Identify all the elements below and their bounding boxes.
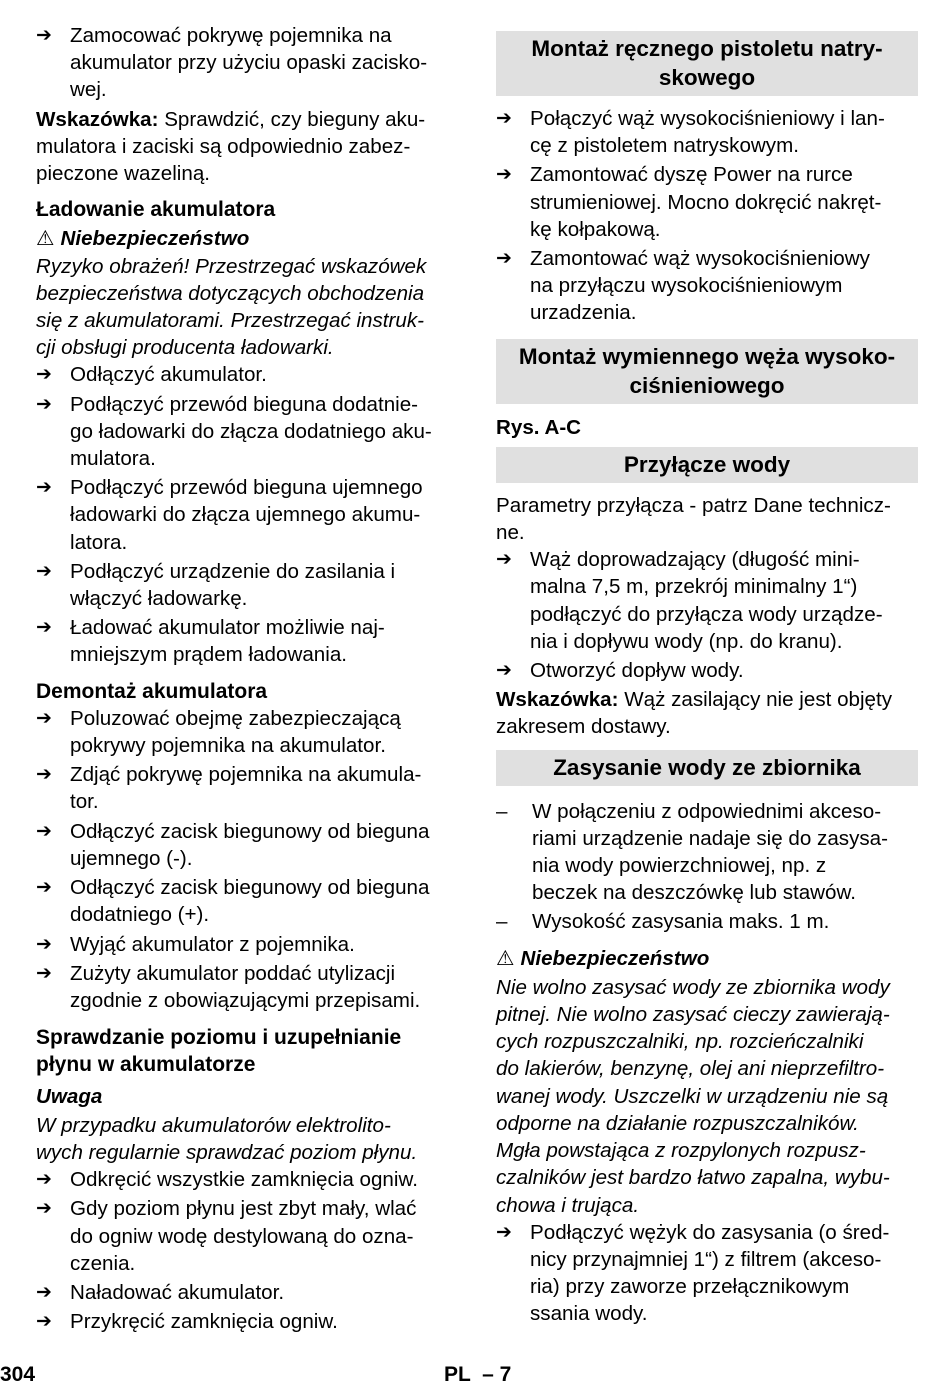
arrow-icon: ➔ xyxy=(36,24,52,46)
text-line: Montaż wymiennego węża wysoko- xyxy=(518,343,896,369)
text-line: W przypadku akumulatorów elektrolito- xyxy=(36,1113,391,1137)
text-line: latora. xyxy=(70,530,128,554)
arrow-icon: ➔ xyxy=(36,363,52,386)
dash-mark: – xyxy=(496,799,508,823)
dash-item-height xyxy=(496,908,918,935)
text-line: odporne na działanie rozpuszczalników. xyxy=(496,1111,859,1135)
text-line: Zamontować wąż wysokociśnieniowy xyxy=(530,247,870,271)
arrow-icon: ➔ xyxy=(496,247,512,270)
page-number: 304 xyxy=(0,1363,36,1386)
text-line: Nie wolno zasysać wody ze zbiornika wody xyxy=(496,975,890,999)
caution-label: Uwaga xyxy=(36,1084,103,1108)
text-line: W połączeniu z odpowiednimi akceso- xyxy=(532,799,882,823)
text-line: wej. xyxy=(70,78,107,102)
text-line: Zamocować pokrywę pojemnika na xyxy=(70,24,392,47)
text-line: Gdy poziom płynu jest zbyt mały, wlać xyxy=(70,1197,417,1221)
step-mount-hose xyxy=(496,245,918,327)
text-line: Mgła powstająca z rozpylonych rozpusz- xyxy=(496,1139,866,1163)
text-line: Wyjąć akumulator z pojemnika. xyxy=(70,932,355,956)
heading-fluid-level xyxy=(36,1024,456,1078)
text-line: Przykręcić zamknięcia ogniw. xyxy=(70,1310,338,1334)
text-line: riami urządzenie nadaje się do zasysa- xyxy=(532,826,888,850)
text-line: Odłączyć zacisk biegunowy od bieguna xyxy=(70,876,430,900)
arrow-icon: ➔ xyxy=(36,932,52,955)
step-open-water xyxy=(496,657,918,684)
text-line: ciśnieniowego xyxy=(629,372,785,398)
arrow-icon: ➔ xyxy=(496,548,512,571)
arrow-icon: ➔ xyxy=(36,1280,52,1303)
danger-heading xyxy=(496,945,918,972)
text-line: Wąż doprowadzający (długość mini- xyxy=(530,548,860,572)
text-line: Sprawdzanie poziomu i uzupełnianie xyxy=(36,1026,402,1050)
step-loosen xyxy=(36,705,456,759)
warning-triangle-icon: ⚠ xyxy=(496,945,515,970)
text-line: wych regularnie sprawdzać poziom płynu. xyxy=(36,1140,418,1164)
text-line: Poluzować obejmę zabezpieczającą xyxy=(70,706,401,730)
text-line: Podłączyć urządzenie do zasilania i xyxy=(70,559,396,583)
text-line: Połączyć wąż wysokociśnieniowy i lan- xyxy=(530,107,885,130)
text-line: mulatora. xyxy=(70,447,156,471)
text-line: zakresem dostawy. xyxy=(496,715,671,739)
danger-text xyxy=(496,974,918,1219)
step-dispose xyxy=(36,960,456,1014)
text-line: Odłączyć akumulator. xyxy=(70,363,267,387)
text-line: Naładować akumulator. xyxy=(70,1280,285,1304)
arrow-icon: ➔ xyxy=(36,706,52,729)
text-line: Montaż ręcznego pistoletu natry- xyxy=(531,36,883,61)
text-line: strumieniowej. Mocno dokręcić nakręt- xyxy=(530,190,882,214)
heading-hose-replacement xyxy=(496,339,918,404)
text-line: kę kołpakową. xyxy=(530,217,661,241)
text-line: urzadzenia. xyxy=(530,301,637,325)
danger-text xyxy=(36,253,456,362)
heading-charging: Ładowanie akumulatora xyxy=(36,198,276,222)
danger-label: Niebezpieczeństwo xyxy=(60,227,250,251)
arrow-icon: ➔ xyxy=(36,1168,52,1191)
text-line: ne. xyxy=(496,521,525,545)
text-line: mniejszym prądem ładowania. xyxy=(70,643,347,667)
text-line: ujemnego (-). xyxy=(70,846,193,870)
heading-suction: Zasysanie wody ze zbiornika xyxy=(496,750,918,786)
arrow-icon: ➔ xyxy=(496,1220,512,1243)
step-negative-clamp xyxy=(36,818,456,872)
warning-triangle-icon: ⚠ xyxy=(36,226,55,251)
dash-item-accessories xyxy=(496,798,918,907)
step-take-out xyxy=(36,931,456,958)
text-line: podłączyć do przyłącza wody urządze- xyxy=(530,602,883,626)
arrow-icon: ➔ xyxy=(36,392,52,415)
step-unscrew xyxy=(36,1166,456,1193)
note-supply-hose xyxy=(496,686,918,740)
text-line: czenia. xyxy=(70,1251,136,1275)
text-line: na przyłączu wysokociśnieniowym xyxy=(530,274,843,298)
heading-water-connection: Przyłącze wody xyxy=(496,447,918,483)
arrow-icon: ➔ xyxy=(36,961,52,984)
step-mount-nozzle xyxy=(496,161,918,243)
text-line: Odłączyć zacisk biegunowy od bieguna xyxy=(70,819,430,843)
step-remove-cover xyxy=(36,761,456,815)
text-line: Zamontować dyszę Power na rurce xyxy=(530,163,853,187)
arrow-icon: ➔ xyxy=(36,1310,52,1333)
right-column xyxy=(496,31,918,1328)
figure-reference: Rys. A-C xyxy=(496,415,582,439)
arrow-icon: ➔ xyxy=(36,559,52,582)
text-line: dodatniego (+). xyxy=(70,903,210,927)
text-line: Ryzyko obrażeń! Przestrzegać wskazówek xyxy=(36,254,427,278)
text-line: nia i dopływu wody (np. do kranu). xyxy=(530,629,843,653)
text-line: Wąż zasilający nie jest objęty xyxy=(618,688,893,712)
text-line: go ładowarki do złącza dodatniego aku- xyxy=(70,419,432,443)
note-label: Wskazówka: xyxy=(496,688,619,712)
text-line: bezpieczeństwa dotyczących obchodzenia xyxy=(36,281,425,305)
text-line: Parametry przyłącza - patrz Dane technicz- xyxy=(496,493,891,517)
text-line: się z akumulatorami. Przestrzegać instruk- xyxy=(36,309,424,333)
text-line: cych rozpuszczalniki, np. rozcieńczalniki xyxy=(496,1030,864,1054)
text-line: Podłączyć wężyk do zasysania (o śred- xyxy=(530,1220,890,1244)
step-negative-lead xyxy=(36,474,456,556)
step-positive-clamp xyxy=(36,874,456,928)
arrow-icon: ➔ xyxy=(36,876,52,899)
text-line: pokrywy pojemnika na akumulator. xyxy=(70,734,386,758)
arrow-icon: ➔ xyxy=(36,616,52,639)
step-screw-caps xyxy=(36,1308,456,1335)
text-line: malna 7,5 m, przekrój minimalny 1“) xyxy=(530,575,858,599)
text-line: akumulator przy użyciu opaski zacisko- xyxy=(70,51,428,75)
text-line: ssania wody. xyxy=(530,1302,648,1326)
text-line: Podłączyć przewód bieguna ujemnego xyxy=(70,476,423,500)
danger-label: Niebezpieczeństwo xyxy=(520,946,710,970)
arrow-icon: ➔ xyxy=(496,659,512,682)
note-label: Wskazówka: xyxy=(36,107,159,131)
arrow-icon: ➔ xyxy=(36,763,52,786)
text-line: Podłączyć przewód bieguna dodatnie- xyxy=(70,392,419,416)
note-terminals xyxy=(36,106,456,188)
step-positive-lead xyxy=(36,391,456,473)
text-line: mulatora i zaciski są odpowiednio zabez- xyxy=(36,134,411,158)
text-line: nia wody powierzchniowej, np. z xyxy=(532,854,827,878)
arrow-icon: ➔ xyxy=(36,476,52,499)
step-disconnect xyxy=(36,361,456,388)
left-column xyxy=(36,22,456,1335)
text-line: pieczone wazeliną. xyxy=(36,162,211,186)
text-line: wanej wody. Uszczelki w urządzeniu nie są xyxy=(496,1084,889,1108)
step-charge xyxy=(36,614,456,668)
heading-spray-gun xyxy=(496,31,918,96)
step-power-on xyxy=(36,558,456,612)
water-params xyxy=(496,492,918,546)
step-connect-lance xyxy=(496,105,918,159)
dash-mark: – xyxy=(496,910,508,934)
text-line: Wysokość zasysania maks. 1 m. xyxy=(532,910,830,934)
text-line: tor. xyxy=(70,790,99,814)
arrow-icon: ➔ xyxy=(36,819,52,842)
step-suction-hose xyxy=(496,1219,918,1328)
text-line: skowego xyxy=(658,65,756,90)
text-line: czalników jest bardzo łatwo zapalna, wybu- xyxy=(496,1166,890,1190)
text-line: cji obsługi producenta ładowarki. xyxy=(36,336,334,360)
arrow-icon: ➔ xyxy=(496,107,512,129)
text-line: ładowarki do złącza ujemnego akumu- xyxy=(70,503,421,527)
heading-removal: Demontaż akumulatora xyxy=(36,679,268,703)
text-line: płynu w akumulatorze xyxy=(36,1053,256,1077)
text-line: Ładować akumulator możliwie naj- xyxy=(70,616,385,640)
step-recharge xyxy=(36,1279,456,1306)
text-line: beczek na deszczówkę lub stawów. xyxy=(532,881,856,905)
danger-heading xyxy=(36,225,456,252)
step-refill xyxy=(36,1195,456,1277)
text-line: chowa i trująca. xyxy=(496,1193,640,1217)
text-line: Otworzyć dopływ wody. xyxy=(530,659,744,683)
language-page-label: PL – 7 xyxy=(444,1363,512,1386)
text-line: pitnej. Nie wolno zasysać cieczy zawierają- xyxy=(496,1003,890,1027)
text-line: Odkręcić wszystkie zamknięcia ogniw. xyxy=(70,1168,418,1192)
text-line: Zużyty akumulator poddać utylizacji xyxy=(70,961,396,985)
caution-text xyxy=(36,1112,456,1166)
text-line: włączyć ładowarkę. xyxy=(70,587,248,611)
step-supply-hose xyxy=(496,546,918,655)
text-line: do ogniw wodę destylowaną do ozna- xyxy=(70,1224,414,1248)
text-line: Sprawdzić, czy bieguny aku- xyxy=(158,107,426,131)
text-line: cę z pistoletem natryskowym. xyxy=(530,134,799,158)
arrow-icon: ➔ xyxy=(36,1197,52,1220)
text-line: nicy przynajmniej 1“) z filtrem (akceso- xyxy=(530,1247,882,1271)
text-line: Zdjąć pokrywę pojemnika na akumula- xyxy=(70,763,422,787)
step-cover xyxy=(36,22,456,104)
text-line: ria) przy zaworze przełącznikowym xyxy=(530,1275,850,1299)
arrow-icon: ➔ xyxy=(496,163,512,186)
text-line: do lakierów, benzynę, olej ani nieprzefiltro- xyxy=(496,1057,885,1081)
text-line: zgodnie z obowiązującymi przepisami. xyxy=(70,988,421,1012)
